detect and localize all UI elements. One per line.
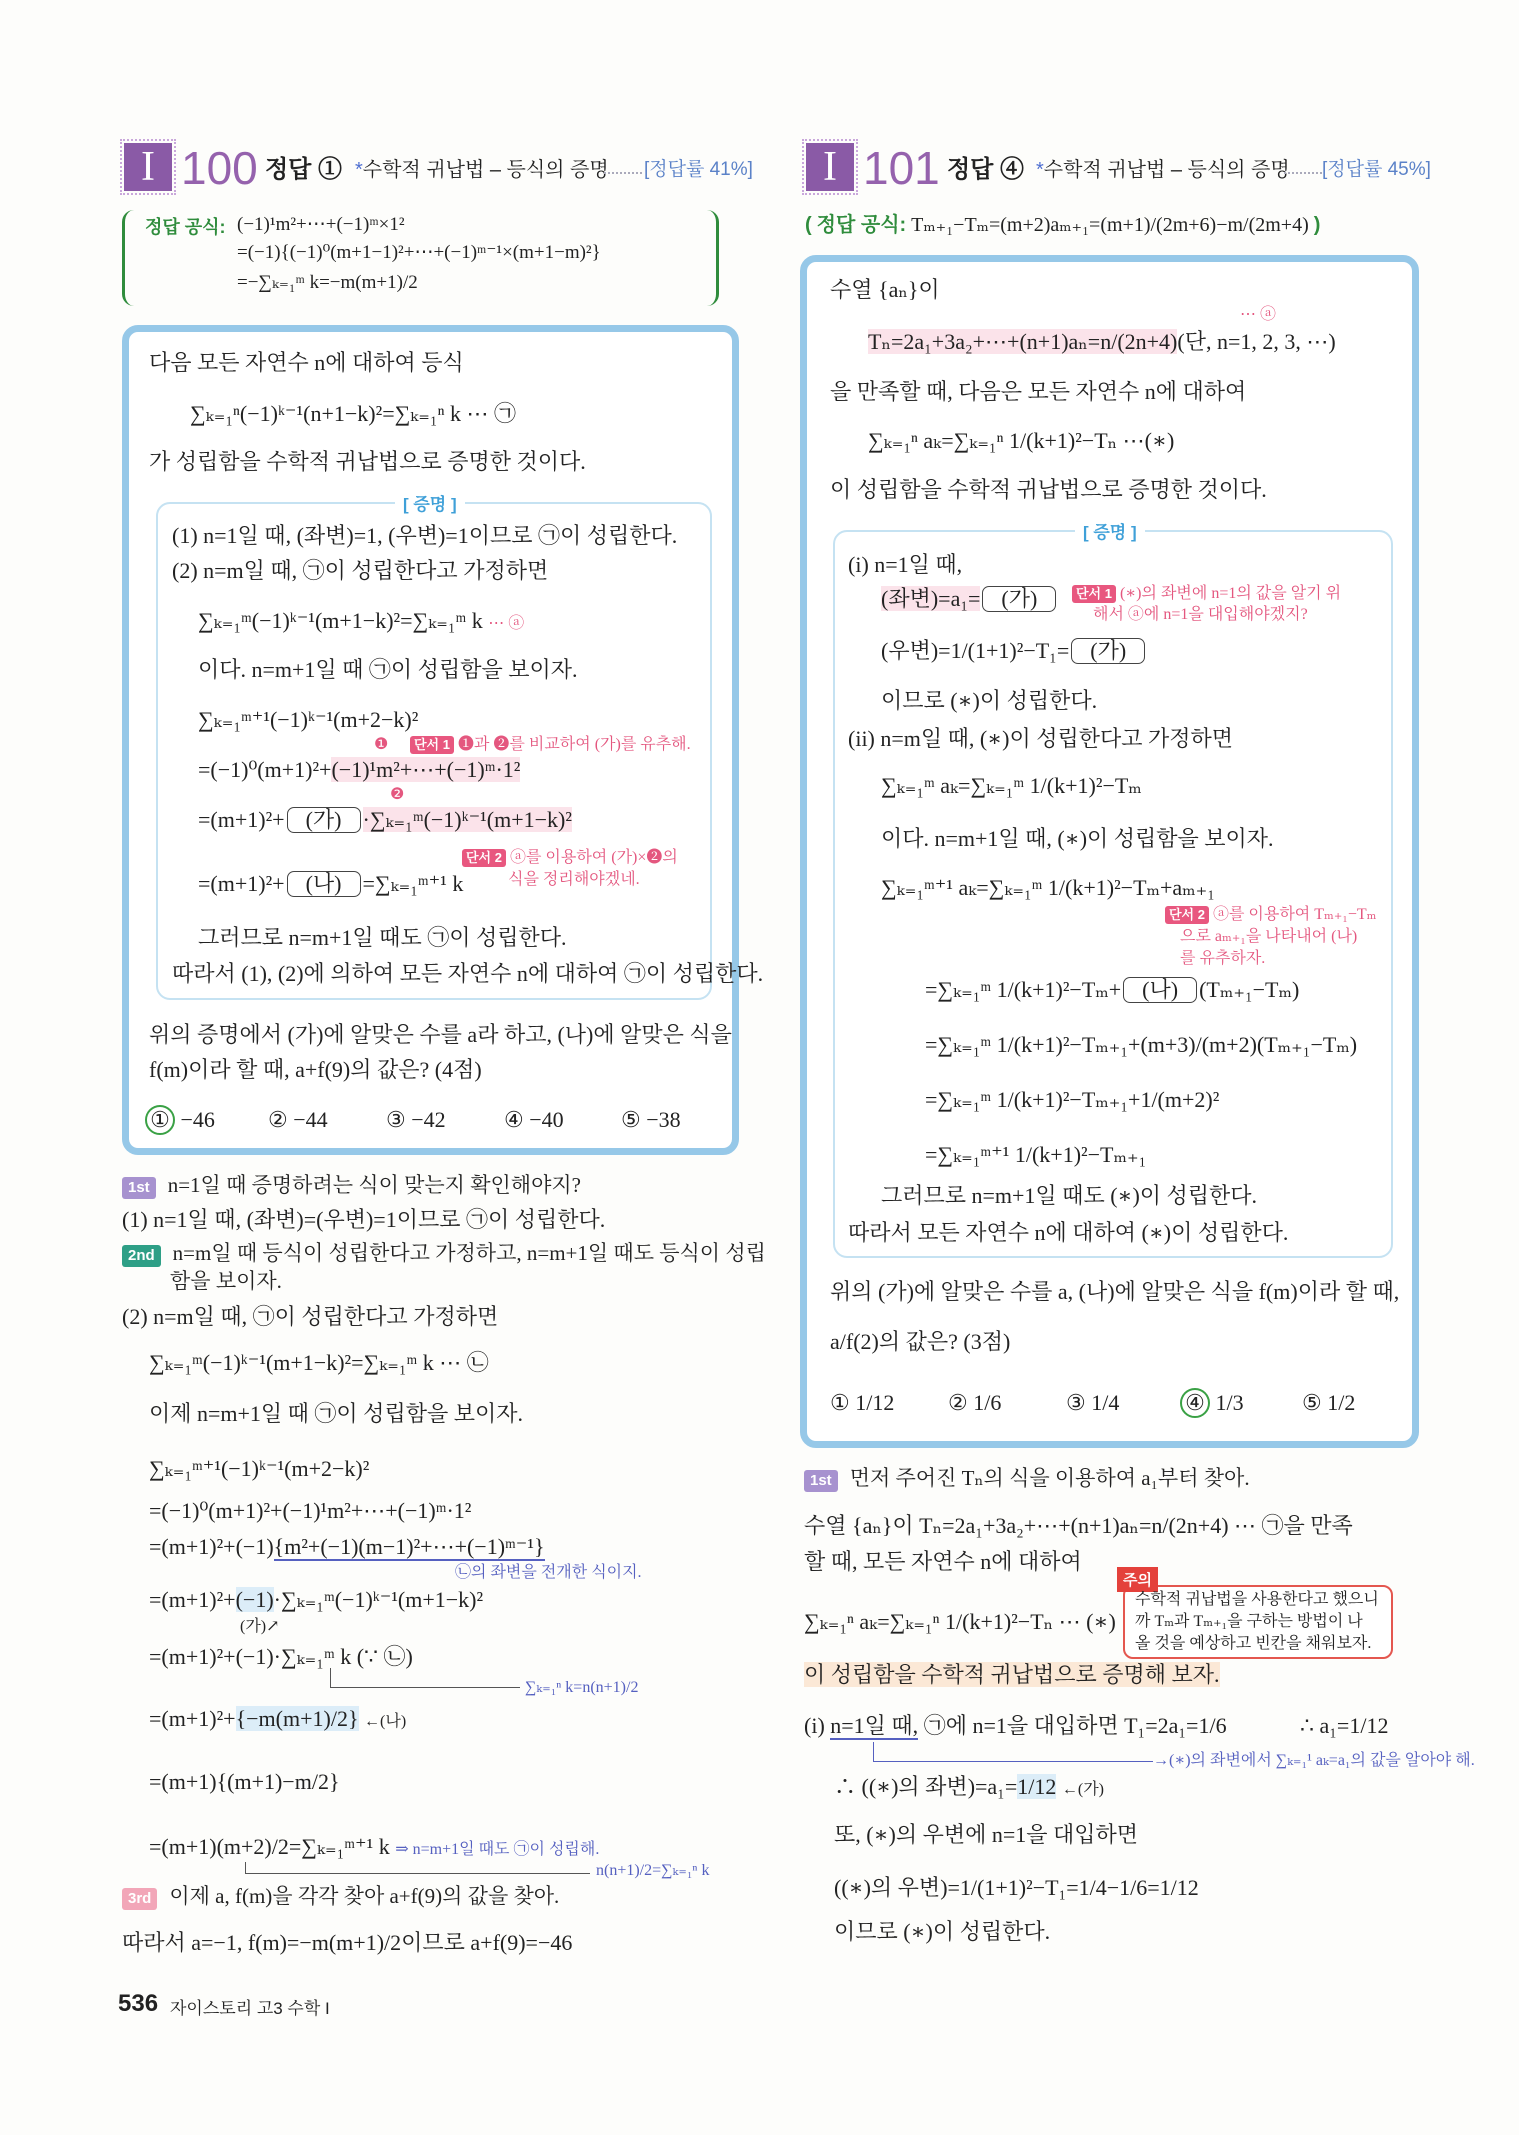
question-text: 위의 (가)에 알맞은 수를 a, (나)에 알맞은 식을 f(m)이라 할 때, xyxy=(830,1279,1400,1304)
solution-line: ((∗)의 우변)=1/(1+1)²−T₁=1/4−1/6=1/12 xyxy=(834,1875,1199,1900)
solution-expr: (i) xyxy=(804,1713,831,1738)
topic-label xyxy=(1036,155,1290,185)
problem-number: 101 xyxy=(863,142,940,194)
question-text: f(m)이라 할 때, a+f(9)의 값은? (4점) xyxy=(149,1057,482,1082)
caution-text: 올 것을 예상하고 빈칸을 채워보자. xyxy=(1135,1635,1372,1652)
solution-step-2 xyxy=(122,1238,766,1268)
highlighted-expr: (좌변)=a₁= xyxy=(881,586,981,611)
solution-line: 이므로 (∗)이 성립한다. xyxy=(834,1919,1051,1944)
solution-expr: =(m+1)²+ xyxy=(149,1587,236,1612)
highlighted-text: 이 성립함을 수학적 귀납법으로 증명해 보자. xyxy=(804,1662,1220,1687)
solution-line: 또, (∗)의 우변에 n=1을 대입하면 xyxy=(834,1822,1139,1847)
arrow-line xyxy=(245,1862,590,1874)
proof-line: (2) n=m일 때, ㉠이 성립한다고 가정하면 xyxy=(172,558,549,583)
proof-line xyxy=(198,869,463,899)
problem-intro: 다음 모든 자연수 n에 대하여 등식 xyxy=(149,350,464,375)
solution-line: ∑ₖ₌₁ⁿ aₖ=∑ₖ₌₁ⁿ 1/(k+1)²−Tₙ ⋯ (∗) xyxy=(804,1609,1116,1634)
question-text: 위의 증명에서 (가)에 알맞은 수를 a라 하고, (나)에 알맞은 식을 xyxy=(149,1022,732,1047)
equation-mark-a: ⋯ ⓐ xyxy=(488,615,525,632)
blank-ga: (가) xyxy=(982,586,1056,612)
highlighted-expr: ·∑ₖ₌₁ᵐ(−1)ᵏ⁻¹(m+1−k)² xyxy=(362,807,572,832)
selected-choice-circle: ① xyxy=(145,1105,175,1135)
choice-4[interactable] xyxy=(504,1105,564,1135)
problem-intro-3: 이 성립함을 수학적 귀납법으로 증명한 것이다. xyxy=(830,477,1267,502)
arrow-line xyxy=(873,1742,1153,1762)
hint-text: ⓐ를 이용하여 Tₘ₊₁−Tₘ xyxy=(1212,906,1377,923)
proof-expr: (우변)=1/(1+1)²−T₁= xyxy=(881,638,1070,663)
equation-mark-a: ⋯ ⓐ xyxy=(1240,306,1277,323)
marker-1: ❶ xyxy=(374,736,389,753)
choice-value: −38 xyxy=(646,1107,681,1132)
choice-value: 1/4 xyxy=(1091,1390,1120,1415)
topic-text: 수학적 귀납법 – 등식의 증명 xyxy=(1043,159,1290,181)
proof-line: 이므로 (∗)이 성립한다. xyxy=(881,688,1098,713)
solution-step-3 xyxy=(122,1881,559,1911)
blank-ga: (가) xyxy=(1071,638,1145,664)
solution-line: ∑ₖ₌₁ᵐ⁺¹(−1)ᵏ⁻¹(m+2−k)² xyxy=(149,1456,370,1481)
book-title: 자이스토리 고3 수학 I xyxy=(170,1999,330,2018)
proof-line: ∑ₖ₌₁ᵐ⁺¹(−1)ᵏ⁻¹(m+2−k)² xyxy=(198,707,419,732)
hint-2-line-2: 식을 정리해야겠네. xyxy=(508,871,640,888)
proof-line: 따라서 (1), (2)에 의하여 모든 자연수 n에 대하여 ㉠이 성립한다. xyxy=(172,961,764,986)
formula-label: 정답 공식: xyxy=(816,214,907,236)
note-conclusion: ⇒ n=m+1일 때도 ㉠이 성립해. xyxy=(395,1841,600,1858)
solution-expr: =(m+1)²+(−1) xyxy=(149,1534,274,1559)
choice-number: ② xyxy=(948,1390,968,1415)
proof-line xyxy=(925,975,1299,1005)
choice-value: −40 xyxy=(529,1107,564,1132)
underlined-expr: n=1일 때, xyxy=(830,1713,919,1738)
proof-line: ∑ₖ₌₁ᵐ⁺¹ aₖ=∑ₖ₌₁ᵐ 1/(k+1)²−Tₘ+aₘ₊₁ xyxy=(881,875,1215,900)
hint-2-line-3: 를 유추하자. xyxy=(1180,950,1266,967)
solution-step-2-cont: 함을 보이자. xyxy=(170,1269,282,1293)
choice-4[interactable] xyxy=(1184,1388,1244,1418)
proof-equation: ∑ₖ₌₁ᵐ(−1)ᵏ⁻¹(m+1−k)²=∑ₖ₌₁ᵐ k xyxy=(198,608,483,633)
solution-line xyxy=(834,1772,1104,1802)
solution-line xyxy=(804,1660,1220,1690)
proof-label: [ 증명 ] xyxy=(395,490,465,515)
topic-text: 수학적 귀납법 – 등식의 증명 xyxy=(362,159,609,181)
proof-expr: =(m+1)²+ xyxy=(198,871,285,896)
choice-value: −42 xyxy=(411,1107,446,1132)
hint-text: ❶과 ❷를 비교하여 (가)를 유추해. xyxy=(457,736,691,753)
proof-expr: =∑ₖ₌₁ᵐ⁺¹ k xyxy=(362,871,464,896)
hint-tag: 단서 1 xyxy=(1072,585,1116,603)
step-text: 먼저 주어진 Tₙ의 식을 이용하여 a₁부터 찾아. xyxy=(849,1466,1250,1490)
proof-expr: =(m+1)²+ xyxy=(198,807,285,832)
problem-number: 100 xyxy=(181,142,258,194)
hint-2 xyxy=(1165,905,1376,925)
formula-line: =−∑ₖ₌₁ᵐ k=−m(m+1)/2 xyxy=(237,272,418,293)
label-ga: ←(가) xyxy=(1061,1781,1105,1798)
problem-intro-2: 을 만족할 때, 다음은 모든 자연수 n에 대하여 xyxy=(830,379,1247,404)
blank-na: (나) xyxy=(287,871,361,897)
underlined-expr: {m²+(−1)(m−1)²+⋯+(−1)ᵐ⁻¹} xyxy=(273,1534,545,1559)
hint-1 xyxy=(1072,584,1341,604)
solution-line: ∑ₖ₌₁ᵐ(−1)ᵏ⁻¹(m+1−k)²=∑ₖ₌₁ᵐ k ⋯ ㉡ xyxy=(149,1350,489,1375)
solution-expr: =(m+1)(m+2)/2=∑ₖ₌₁ᵐ⁺¹ k xyxy=(149,1834,390,1859)
problem-intro-2: 가 성립함을 수학적 귀납법으로 증명한 것이다. xyxy=(149,449,586,474)
proof-expr: =(−1)⁰(m+1)²+ xyxy=(198,757,332,782)
proof-line xyxy=(881,636,1147,666)
note-sum-formula-2: n(n+1)/2=∑ₖ₌₁ⁿ k xyxy=(596,1862,710,1879)
solution-line xyxy=(149,1704,406,1734)
solution-step-1 xyxy=(122,1170,581,1200)
solution-line: 수열 {aₙ}이 Tₙ=2a₁+3a₂+⋯+(n+1)aₙ=n/(2n+4) ⋯ ㉠을 만족 xyxy=(804,1513,1353,1538)
choice-2[interactable] xyxy=(948,1388,1001,1418)
proof-line: (1) n=1일 때, (좌변)=1, (우변)=1이므로 ㉠이 성립한다. xyxy=(172,523,678,548)
page-number: 536 xyxy=(118,1990,159,2017)
step-badge: 1st xyxy=(122,1177,156,1199)
choice-number: ④ xyxy=(504,1107,524,1132)
choice-2[interactable] xyxy=(268,1105,328,1135)
unit-badge: I xyxy=(806,143,854,191)
step-badge: 1st xyxy=(804,1470,838,1492)
proof-line: 따라서 모든 자연수 n에 대하여 (∗)이 성립한다. xyxy=(848,1220,1289,1245)
caution-text: 수학적 귀납법을 사용한다고 했으니 xyxy=(1135,1591,1379,1608)
correct-rate: [정답률 45%] xyxy=(1322,159,1431,180)
proof-expr: (Tₘ₊₁−Tₘ) xyxy=(1199,977,1300,1002)
solution-line xyxy=(804,1711,1227,1741)
caution-tag: 주의 xyxy=(1117,1567,1158,1592)
proof-line xyxy=(198,755,520,785)
arrow-line xyxy=(330,1668,520,1688)
caution-text: 까 Tₘ과 Tₘ₊₁을 구하는 방법이 나 xyxy=(1135,1613,1363,1630)
proof-line: =∑ₖ₌₁ᵐ⁺¹ 1/(k+1)²−Tₘ₊₁ xyxy=(925,1142,1147,1167)
highlighted-expr: (−1) xyxy=(235,1587,274,1612)
proof-line: ∑ₖ₌₁ᵐ aₖ=∑ₖ₌₁ᵐ 1/(k+1)²−Tₘ xyxy=(881,773,1142,798)
solution-final: 따라서 a=−1, f(m)=−m(m+1)/2이므로 a+f(9)=−46 xyxy=(122,1930,573,1955)
hint-1 xyxy=(410,735,691,755)
note-sum-formula: ∑ₖ₌₁ⁿ k=n(n+1)/2 xyxy=(525,1679,639,1696)
choice-value: −46 xyxy=(180,1107,215,1132)
answer-formula xyxy=(805,210,1320,240)
proof-line: =∑ₖ₌₁ᵐ 1/(k+1)²−Tₘ₊₁+(m+3)/(m+2)(Tₘ₊₁−Tₘ) xyxy=(925,1032,1358,1057)
problem-equation: ∑ₖ₌₁ⁿ(−1)ᵏ⁻¹(n+1−k)²=∑ₖ₌₁ⁿ k ⋯ ㉠ xyxy=(190,401,517,426)
choice-value: −44 xyxy=(293,1107,328,1132)
proof-line: (ii) n=m일 때, (∗)이 성립한다고 가정하면 xyxy=(848,726,1234,751)
choice-5[interactable] xyxy=(621,1105,681,1135)
problem-equation xyxy=(868,327,1336,357)
formula-line: (−1)¹m²+⋯+(−1)ᵐ×1² xyxy=(237,214,405,235)
choice-3[interactable] xyxy=(1066,1388,1119,1418)
hint-1-line-2: 해서 ⓐ에 n=1을 대입해야겠지? xyxy=(1093,606,1308,623)
solution-line: =(−1)⁰(m+1)²+(−1)¹m²+⋯+(−1)ᵐ·1² xyxy=(149,1498,472,1523)
formula-line: =(−1){(−1)⁰(m+1−1)²+⋯+(−1)ᵐ⁻¹×(m+1−m)²} xyxy=(237,242,601,263)
highlighted-expr: (−1)¹m²+⋯+(−1)ᵐ·1² xyxy=(331,757,521,782)
hint-2-line-2: 으로 aₘ₊₁을 나타내어 (나) xyxy=(1180,928,1358,945)
solution-line: 할 때, 모든 자연수 n에 대하여 xyxy=(804,1549,1082,1574)
choice-number: ⑤ xyxy=(621,1107,641,1132)
choice-value: 1/2 xyxy=(1327,1390,1356,1415)
step-text: n=1일 때 증명하려는 식이 맞는지 확인해야지? xyxy=(167,1173,581,1197)
solution-line: 이제 n=m+1일 때 ㉠이 성립함을 보이자. xyxy=(149,1401,523,1426)
selected-choice-circle: ④ xyxy=(1180,1388,1210,1418)
label-ga: (가)↗ xyxy=(240,1618,280,1635)
solution-line xyxy=(149,1832,599,1862)
hint-2 xyxy=(462,848,678,868)
choice-5[interactable] xyxy=(1302,1388,1355,1418)
solution-line xyxy=(149,1532,545,1562)
bracket: ) xyxy=(1313,214,1321,236)
unit-badge: I xyxy=(124,143,172,191)
solution-expr: =(m+1)²+ xyxy=(149,1706,236,1731)
proof-line: 이다. n=m+1일 때, (∗)이 성립함을 보이자. xyxy=(881,826,1274,851)
label-na: ←(나) xyxy=(364,1713,407,1730)
choice-value: 1/12 xyxy=(855,1390,895,1415)
blank-ga: (가) xyxy=(287,807,361,833)
question-text: a/f(2)의 값은? (3점) xyxy=(830,1329,1011,1354)
choice-number: ③ xyxy=(1066,1390,1086,1415)
blank-na: (나) xyxy=(1123,977,1197,1003)
proof-label: [ 증명 ] xyxy=(1075,518,1145,543)
correct-rate: [정답률 41%] xyxy=(644,159,753,180)
problem-intro: 수열 {aₙ}이 xyxy=(830,277,940,302)
answer-label: 정답 ① xyxy=(265,156,343,183)
solution-step-1 xyxy=(804,1463,1250,1493)
solution-expr: ㉠에 n=1을 대입하면 T₁=2a₁=1/6 xyxy=(918,1713,1227,1738)
choice-number: ③ xyxy=(386,1107,406,1132)
proof-expr: =∑ₖ₌₁ᵐ 1/(k+1)²−Tₘ+ xyxy=(925,977,1122,1002)
proof-line: 그러므로 n=m+1일 때도 ㉠이 성립한다. xyxy=(198,925,567,950)
step-badge: 3rd xyxy=(122,1888,157,1910)
answer-formula-box xyxy=(122,210,719,306)
dotted-leader xyxy=(1284,172,1322,174)
equation-condition: (단, n=1, 2, 3, ⋯) xyxy=(1177,329,1336,354)
choice-number: ② xyxy=(268,1107,288,1132)
proof-line: 이다. n=m+1일 때 ㉠이 성립함을 보이자. xyxy=(198,657,578,682)
bracket: ( xyxy=(805,214,812,236)
proof-line xyxy=(198,805,572,835)
hint-tag: 단서 2 xyxy=(462,849,506,867)
answer-label: 정답 ④ xyxy=(947,156,1025,183)
hint-tag: 단서 1 xyxy=(410,736,454,754)
problem-star-equation: ∑ₖ₌₁ⁿ aₖ=∑ₖ₌₁ⁿ 1/(k+1)²−Tₙ ⋯(∗) xyxy=(868,428,1175,453)
proof-line xyxy=(198,606,524,636)
step-text: 이제 a, f(m)을 각각 찾아 a+f(9)의 값을 찾아. xyxy=(169,1884,560,1908)
solution-line: =(m+1){(m+1)−m/2} xyxy=(149,1769,340,1794)
choice-number: ① xyxy=(830,1390,850,1415)
solution-line: ∴ a₁=1/12 xyxy=(1300,1713,1389,1738)
proof-line: =∑ₖ₌₁ᵐ 1/(k+1)²−Tₘ₊₁+1/(m+2)² xyxy=(925,1087,1220,1112)
dotted-leader xyxy=(604,172,642,174)
marker-2: ❷ xyxy=(390,786,405,803)
choice-value: 1/6 xyxy=(973,1390,1002,1415)
note-expansion: ㉡의 좌변을 전개한 식이지. xyxy=(455,1564,642,1581)
hint-text: ⓐ를 이용하여 (가)×❷의 xyxy=(509,849,678,866)
step-text: n=m일 때 등식이 성립한다고 가정하고, n=m+1일 때도 등식이 성립 xyxy=(172,1241,766,1265)
highlighted-expr: 1/12 xyxy=(1017,1774,1057,1799)
proof-line xyxy=(881,584,1058,614)
solution-expr: ·∑ₖ₌₁ᵐ(−1)ᵏ⁻¹(m+1−k)² xyxy=(273,1587,484,1612)
highlighted-expr: {−m(m+1)/2} xyxy=(235,1706,359,1731)
solution-line xyxy=(149,1585,483,1615)
step-badge: 2nd xyxy=(122,1245,161,1267)
star-icon: * xyxy=(1036,159,1044,181)
topic-label xyxy=(355,155,609,185)
formula-label: 정답 공식: xyxy=(145,217,226,237)
solution-expr: ∴ ((∗)의 좌변)=a₁= xyxy=(834,1774,1018,1799)
star-icon: * xyxy=(355,159,363,181)
highlighted-equation: Tₙ=2a₁+3a₂+⋯+(n+1)aₙ=n/(2n+4) xyxy=(868,329,1178,354)
choice-3[interactable] xyxy=(386,1105,446,1135)
hint-text: (∗)의 좌변에 n=1의 값을 알기 위 xyxy=(1119,585,1342,602)
solution-line: (2) n=m일 때, ㉠이 성립한다고 가정하면 xyxy=(122,1304,499,1329)
choice-value: 1/3 xyxy=(1215,1390,1244,1415)
proof-line: (i) n=1일 때, xyxy=(848,552,963,577)
proof-line: 그러므로 n=m+1일 때도 (∗)이 성립한다. xyxy=(881,1183,1258,1208)
hint-tag: 단서 2 xyxy=(1165,906,1209,924)
solution-line: =(m+1)²+(−1)·∑ₖ₌₁ᵐ k (∵ ㉡) xyxy=(149,1644,413,1669)
solution-line: (1) n=1일 때, (좌변)=(우변)=1이므로 ㉠이 성립한다. xyxy=(122,1207,606,1232)
note-left-side: →(∗)의 좌변에서 ∑ₖ₌₁¹ aₖ=a₁의 값을 알아야 해. xyxy=(1153,1752,1475,1769)
choice-1[interactable] xyxy=(149,1105,215,1135)
choice-number: ⑤ xyxy=(1302,1390,1322,1415)
choice-1[interactable] xyxy=(830,1388,894,1418)
formula-text: Tₘ₊₁−Tₘ=(m+2)aₘ₊₁=(m+1)/(2m+6)−m/(2m+4) xyxy=(911,214,1309,236)
